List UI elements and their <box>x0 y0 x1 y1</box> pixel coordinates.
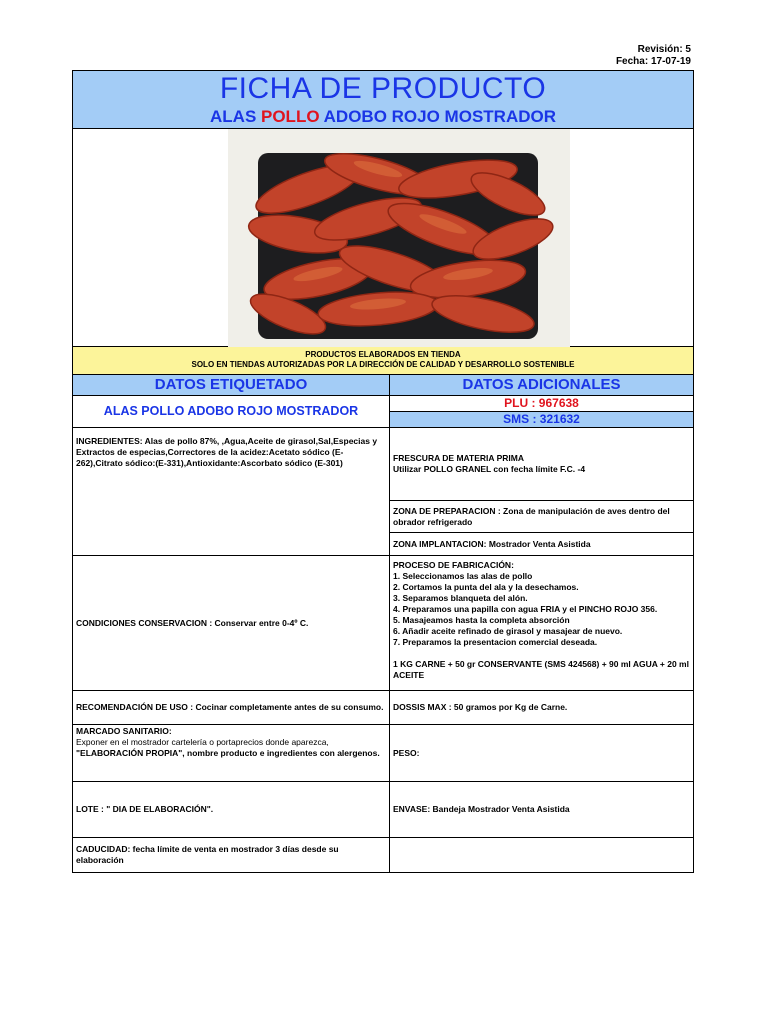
sms-code: SMS : 321632 <box>390 412 693 428</box>
chicken-wings-tray-image <box>228 129 570 347</box>
process-step: 7. Preparamos la presentacion comercial deseada. <box>393 637 598 647</box>
package: ENVASE: Bandeja Mostrador Venta Asistida <box>390 782 693 838</box>
notice-band <box>73 347 693 375</box>
product-photo <box>228 129 570 347</box>
preparation-zone: ZONA DE PREPARACION : Zona de manipulación de aves dentro del obrador refrigerado <box>390 501 693 533</box>
product-name <box>73 396 390 428</box>
labeling-heading: DATOS ETIQUETADO <box>73 375 390 396</box>
process-step: 5. Masajeamos hasta la completa absorción <box>393 615 570 625</box>
conservation-conditions: CONDICIONES CONSERVACION : Conservar entre 0-4º C. <box>73 556 390 691</box>
sanitary-bold-text: "ELABORACIÓN PROPIA", nombre producto e ingredientes con alergenos. <box>76 748 380 758</box>
revision-label: Revisión: 5 <box>637 44 691 55</box>
usage-recommendation: RECOMENDACIÓN DE USO : Cocinar completamente antes de su consumo. <box>73 691 390 725</box>
process-step: 6. Añadir aceite refinado de girasol y masajear de nuevo. <box>393 626 623 636</box>
notice-line-2: SOLO EN TIENDAS AUTORIZADAS POR LA DIRECCIÓN DE CALIDAD Y DESARROLLO SOSTENIBLE <box>191 360 575 369</box>
subtitle-part-1: ALAS <box>210 107 261 126</box>
subtitle-part-3: ADOBO ROJO MOSTRADOR <box>319 107 556 126</box>
plu-code: PLU : 967638 <box>390 396 693 412</box>
freshness-text: Utilizar POLLO GRANEL con fecha límite F.C. -4 <box>393 464 586 474</box>
sanitary-title: MARCADO SANITARIO: <box>76 726 172 736</box>
sanitary-normal-text: Exponer en el mostrador cartelería o portaprecios donde aparezca, <box>76 737 329 747</box>
process-step: 1. Seleccionamos las alas de pollo <box>393 571 533 581</box>
product-sheet <box>72 70 694 873</box>
lot: LOTE : " DIA DE ELABORACIÓN". <box>73 782 390 838</box>
date-label: Fecha: 17-07-19 <box>615 56 691 67</box>
page-title: FICHA DE PRODUCTO <box>219 72 547 105</box>
product-subtitle <box>73 107 693 127</box>
title-band <box>73 71 693 129</box>
freshness <box>390 428 693 501</box>
process-step: 4. Preparamos una papilla con agua FRIA y el PINCHO ROJO 356. <box>393 604 658 614</box>
process-formula: 1 KG CARNE + 50 gr CONSERVANTE (SMS 424568) + 90 ml AGUA + 20 ml ACEITE <box>393 659 689 680</box>
process-step: 2. Cortamos la punta del ala y la desechamos. <box>393 582 579 592</box>
process-step: 3. Separamos blanqueta del alón. <box>393 593 528 603</box>
max-dosage: DOSSIS MAX : 50 gramos por Kg de Carne. <box>390 691 693 725</box>
expiry: CADUCIDAD: fecha límite de venta en mostrador 3 días desde su elaboración <box>73 838 390 872</box>
ingredients: INGREDIENTES: Alas de pollo 87%, ,Agua,Aceite de girasol,Sal,Especias y Extractos de especias,Correctores de la acidez:Acetato sódico (E-262),Citrato sódico:(E-331),Antioxidante:Ascorbato sódico (E-301) <box>73 428 390 556</box>
process-title: PROCESO DE FABRICACIÓN: <box>393 560 514 570</box>
weight: PESO: <box>390 725 693 782</box>
empty-cell <box>390 838 693 872</box>
manufacturing-process <box>390 556 693 691</box>
revision-block <box>616 44 691 68</box>
subtitle-highlight: POLLO <box>261 107 320 126</box>
product-name-text: ALAS POLLO ADOBO ROJO MOSTRADOR <box>103 404 359 418</box>
photo-row <box>73 129 693 347</box>
notice-line-1: PRODUCTOS ELABORADOS EN TIENDA <box>305 350 461 359</box>
sanitary-marking <box>73 725 390 782</box>
freshness-title: FRESCURA DE MATERIA PRIMA <box>393 453 524 463</box>
implantation-zone: ZONA IMPLANTACION: Mostrador Venta Asistida <box>390 533 693 556</box>
additional-heading: DATOS ADICIONALES <box>390 375 693 396</box>
